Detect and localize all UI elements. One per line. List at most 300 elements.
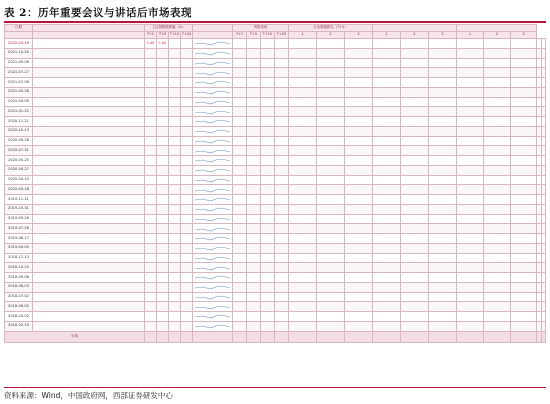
summary-spacer [193,331,233,342]
row-sparkline [193,68,233,78]
table-cell [457,97,484,107]
table-cell [401,282,429,292]
subheader-cell: 2 [401,32,429,39]
table-cell [401,78,429,88]
table-cell [181,312,193,322]
header-cell: 日期 [5,25,33,32]
table-cell [484,302,511,312]
table-header-row-1 [5,25,546,32]
table-cell [457,48,484,58]
table-cell [511,156,537,166]
table-cell [511,107,537,117]
table-cell [233,263,247,273]
table-cell [457,263,484,273]
row-meeting-description [33,156,145,166]
table-cell [484,195,511,205]
sparkline-chart [193,78,232,86]
table-cell [247,253,261,263]
table-cell [233,312,247,322]
summary-label: 平均 [5,331,145,342]
table-cell [345,302,373,312]
table-cell [233,68,247,78]
table-cell [233,146,247,156]
table-cell [484,126,511,136]
table-cell [181,87,193,97]
row-date: 2020-10-13 [5,126,33,136]
table-cell [317,253,345,263]
table-cell [511,97,537,107]
table-cell [457,39,484,49]
subheader-cell: 2 [317,32,345,39]
table-cell [233,282,247,292]
table-cell [484,214,511,224]
table-cell [247,292,261,302]
table-cell [145,58,157,68]
table-cell [289,58,317,68]
row-date: 2021-09-06 [5,58,33,68]
table-row [5,214,546,224]
row-meeting-description [33,273,145,283]
table-cell [261,282,275,292]
table-cell [373,292,401,302]
table-cell [169,234,181,244]
table-cell [145,156,157,166]
table-cell [169,253,181,263]
sparkline-chart [193,312,232,320]
table-cell [484,282,511,292]
row-sparkline [193,136,233,146]
table-cell [541,78,545,88]
table-cell [541,253,545,263]
table-cell [401,234,429,244]
table-cell [317,165,345,175]
table-cell [157,156,169,166]
table-row [5,97,546,107]
table-cell [317,68,345,78]
row-date: 2020-04-10 [5,175,33,185]
table-cell [317,273,345,283]
row-sparkline [193,58,233,68]
table-cell [169,263,181,273]
table-cell [247,214,261,224]
table-cell [289,78,317,88]
table-cell [289,87,317,97]
table-cell [145,321,157,331]
table-cell [261,175,275,185]
table-cell [157,58,169,68]
row-sparkline [193,273,233,283]
sparkline-path [195,62,230,65]
table-cell [373,263,401,273]
table-row [5,321,546,331]
row-sparkline [193,243,233,253]
table-cell [317,195,345,205]
table-cell [317,243,345,253]
subheader-cell: T+1 [145,32,157,39]
table-cell [247,282,261,292]
table-cell [145,234,157,244]
table-cell [429,78,457,88]
table-row [5,243,546,253]
table-cell [541,39,545,49]
table-cell [169,185,181,195]
table-cell [511,165,537,175]
table-cell [317,126,345,136]
table-cell [484,175,511,185]
table-cell [233,39,247,49]
sparkline-chart [193,166,232,174]
table-cell [457,107,484,117]
table-cell [169,273,181,283]
table-cell [457,68,484,78]
table-cell [345,321,373,331]
row-meeting-description [33,234,145,244]
table-cell [317,302,345,312]
table-cell [247,58,261,68]
row-meeting-description [33,126,145,136]
table-cell [289,107,317,117]
table-cell [157,273,169,283]
table-cell [317,58,345,68]
page-title: 表 2：历年重要会议与讲话后市场表现 [4,7,192,19]
table-cell [169,156,181,166]
table-cell [275,321,289,331]
table-cell [484,273,511,283]
subheader-cell: 2 [484,32,511,39]
row-sparkline [193,48,233,58]
row-sparkline [193,321,233,331]
table-cell [233,321,247,331]
header-cell: 上证指数涨跌幅（%） [145,25,193,32]
table-cell [457,156,484,166]
table-cell [289,97,317,107]
row-sparkline [193,87,233,97]
table-cell [541,165,545,175]
table-cell [157,48,169,58]
table-cell [511,126,537,136]
table-cell [401,263,429,273]
table-cell [345,312,373,322]
table-cell [457,126,484,136]
table-row [5,185,546,195]
table-cell [317,292,345,302]
table-cell [157,282,169,292]
table-cell [233,195,247,205]
table-cell [169,302,181,312]
table-cell [233,107,247,117]
table-cell [275,263,289,273]
table-cell [145,263,157,273]
row-sparkline [193,312,233,322]
table-cell [233,136,247,146]
table-cell [169,224,181,234]
summary-cell [233,331,247,342]
table-cell [373,165,401,175]
row-date: 2020-05-25 [5,156,33,166]
table-cell [345,117,373,127]
market-performance-table [4,24,546,343]
table-cell [345,263,373,273]
table-cell [275,87,289,97]
table-cell [289,195,317,205]
row-meeting-description [33,263,145,273]
row-date: 2020-11-21 [5,117,33,127]
table-cell [429,48,457,58]
table-cell [345,243,373,253]
table-cell [511,263,537,273]
table-cell [169,175,181,185]
table-cell [457,195,484,205]
row-sparkline [193,224,233,234]
row-sparkline [193,107,233,117]
summary-cell [181,331,193,342]
table-cell [484,97,511,107]
source-note: 资料来源：Wind，中国政府网，西部证券研发中心 [4,391,173,400]
table-cell [145,107,157,117]
row-sparkline [193,175,233,185]
table-cell [317,321,345,331]
summary-cell [373,331,401,342]
table-cell [261,214,275,224]
sparkline-path [195,296,230,299]
row-date: 2019-04-05 [5,243,33,253]
table-cell [275,253,289,263]
table-cell [289,214,317,224]
table-cell [484,146,511,156]
row-sparkline [193,156,233,166]
table-cell [541,224,545,234]
table-cell [157,302,169,312]
table-cell [289,48,317,58]
table-cell [373,78,401,88]
table-cell [345,39,373,49]
table-cell [247,126,261,136]
table-cell [429,175,457,185]
table-cell [157,321,169,331]
sparkline-chart [193,117,232,125]
table-cell [373,312,401,322]
table-cell [373,214,401,224]
sparkline-path [195,257,230,260]
table-cell [169,58,181,68]
table-cell [181,204,193,214]
row-meeting-description [33,78,145,88]
table-cell [373,48,401,58]
subheader-cell: 3 [345,32,373,39]
row-meeting-description [33,48,145,58]
table-cell [169,165,181,175]
header-cell: 行业涨幅排名（T+1） [289,25,373,32]
table-cell [247,48,261,58]
row-meeting-description [33,224,145,234]
row-sparkline [193,97,233,107]
table-cell [275,302,289,312]
table-cell: 1.49 [145,39,157,49]
table-cell [247,263,261,273]
table-cell [233,117,247,127]
table-cell [289,243,317,253]
table-cell [541,263,545,273]
table-cell [429,117,457,127]
table-cell [401,273,429,283]
table-cell [429,39,457,49]
table-cell [457,136,484,146]
table-cell [247,312,261,322]
table-cell [373,136,401,146]
table-cell [261,78,275,88]
table-row [5,312,546,322]
table-row [5,68,546,78]
summary-row [5,331,546,342]
table-cell [541,136,545,146]
table-cell [401,175,429,185]
table-cell [345,107,373,117]
row-date: 2021-10-20 [5,48,33,58]
row-meeting-description [33,204,145,214]
table-cell [373,156,401,166]
table-cell [289,156,317,166]
table-row [5,78,546,88]
table-cell [261,234,275,244]
sparkline-chart [193,69,232,77]
table-cell [145,195,157,205]
table-cell [145,146,157,156]
table-cell [401,214,429,224]
table-cell [289,165,317,175]
table-cell [233,302,247,312]
table-cell [345,175,373,185]
table-cell [247,302,261,312]
sparkline-chart [193,234,232,242]
sparkline-chart [193,108,232,116]
sparkline-chart [193,137,232,145]
table-cell [429,321,457,331]
table-cell [157,136,169,146]
sparkline-chart [193,127,232,135]
sparkline-chart [193,254,232,262]
table-cell [429,68,457,78]
subheader-cell: T+10 [261,32,275,39]
table-cell [181,253,193,263]
table-row [5,263,546,273]
table-cell [457,282,484,292]
table-cell [181,39,193,49]
table-cell [247,156,261,166]
table-cell [247,87,261,97]
table-cell [157,107,169,117]
table-cell [181,78,193,88]
sparkline-path [195,315,230,318]
table-cell [289,302,317,312]
table-cell [275,312,289,322]
table-cell [181,146,193,156]
table-cell [484,58,511,68]
table-cell [484,292,511,302]
table-cell [484,253,511,263]
row-meeting-description [33,175,145,185]
row-sparkline [193,282,233,292]
table-cell [145,312,157,322]
table-cell [401,68,429,78]
summary-cell [169,331,181,342]
row-date: 2021-01-22 [5,107,33,117]
row-meeting-description [33,292,145,302]
row-date: 2018-10-20 [5,263,33,273]
sparkline-chart [193,322,232,330]
table-cell [181,263,193,273]
table-cell [181,302,193,312]
table-cell [317,263,345,273]
table-cell [261,195,275,205]
table-cell [233,175,247,185]
table-cell [145,136,157,146]
table-cell [345,48,373,58]
table-cell [169,48,181,58]
table-cell [275,48,289,58]
table-row [5,234,546,244]
table-cell [401,146,429,156]
table-cell [275,195,289,205]
table-cell [457,78,484,88]
table-cell [275,146,289,156]
table-cell [145,87,157,97]
table-cell [541,195,545,205]
sparkline-path [195,286,230,289]
table-cell [261,312,275,322]
table-cell [275,292,289,302]
table-row [5,39,546,49]
table-cell [345,195,373,205]
table-cell [541,292,545,302]
table-cell [181,224,193,234]
row-sparkline [193,146,233,156]
table-row [5,146,546,156]
table-cell [484,165,511,175]
sparkline-path [195,52,230,55]
table-cell [289,234,317,244]
table-cell [275,97,289,107]
table-cell [484,243,511,253]
table-cell [429,136,457,146]
table-cell [541,126,545,136]
table-cell [401,156,429,166]
table-row [5,292,546,302]
sparkline-path [195,81,230,84]
table-cell [145,243,157,253]
table-row [5,126,546,136]
row-meeting-description [33,87,145,97]
sparkline-path [195,169,230,172]
table-cell [261,156,275,166]
table-cell [429,243,457,253]
table-cell [401,58,429,68]
row-meeting-description [33,185,145,195]
table-cell [429,234,457,244]
table-cell [511,282,537,292]
table-cell [373,321,401,331]
table-cell [233,185,247,195]
sparkline-path [195,208,230,211]
table-cell [169,146,181,156]
table-row [5,48,546,58]
table-cell [373,175,401,185]
table-cell [233,165,247,175]
table-cell [169,321,181,331]
table-cell [247,117,261,127]
table-cell [345,146,373,156]
sparkline-chart [193,98,232,106]
table-cell [345,156,373,166]
